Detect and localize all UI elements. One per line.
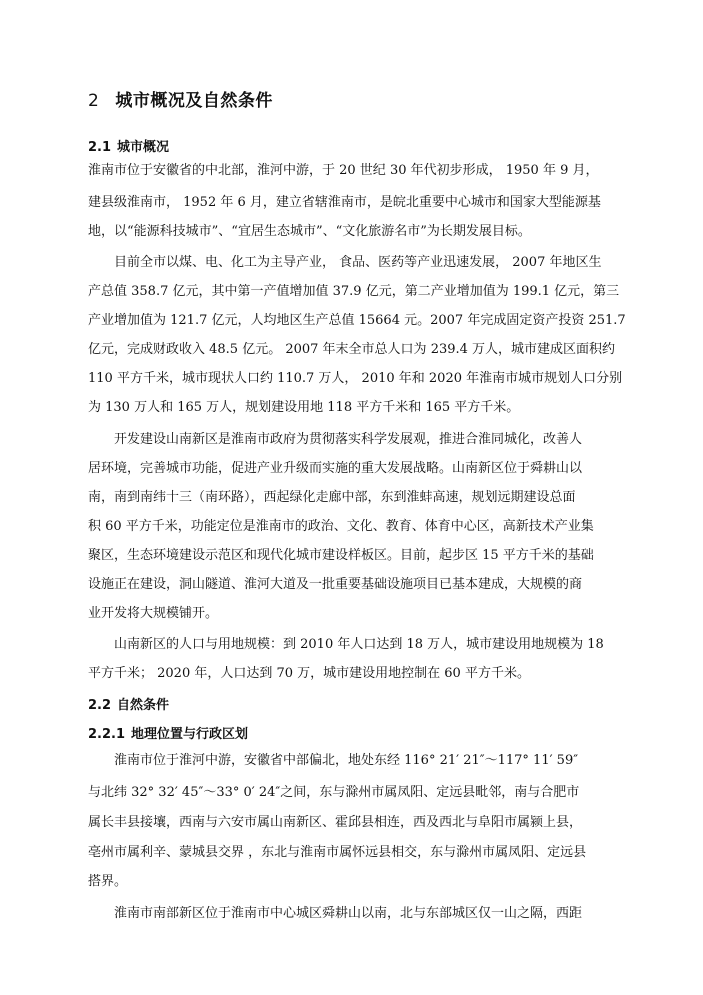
chapter-heading bbox=[88, 86, 273, 111]
paragraph-line: 目前全市以煤、电、化工为主导产业， 食品、医药等产业迅速发展， 2007 年地区生 bbox=[114, 255, 602, 270]
paragraph-line: 山南新区的人口与用地规模：到 2010 年人口达到 18 万人，城市建设用地规模为 18 bbox=[114, 637, 604, 652]
paragraph-line: 业开发将大规模铺开。 bbox=[88, 606, 219, 621]
subsection-title: 地理位置与行政区划 bbox=[131, 727, 249, 742]
paragraph-line: 110 平方千米，城市现状人口约 110.7 万人， 2010 年和 2020 年淮南市城市规划人口分别 bbox=[88, 371, 623, 386]
paragraph-line: 淮南市南部新区位于淮南市中心城区舜耕山以南，北与东部城区仅一山之隔，西距 bbox=[114, 906, 583, 921]
paragraph-line: 聚区，生态环境建设示范区和现代化城市建设样板区。目前，起步区 15 平方千米的基础 bbox=[88, 548, 594, 563]
paragraph-line: 与北纬 32° 32′ 45″～33° 0′ 24″之间，东与滁州市属凤阳、定远县毗邻，南与合肥市 bbox=[88, 785, 580, 800]
paragraph-line: 亳州市属利辛、蒙城县交界 ，东北与淮南市属怀远县相交，东与滁州市属凤阳、定远县 bbox=[88, 845, 587, 860]
paragraph-line: 淮南市位于安徽省的中北部，淮河中游，于 20 世纪 30 年代初步形成， 1950 年 9 月， bbox=[88, 163, 599, 178]
chapter-number: 2 bbox=[88, 91, 100, 111]
section-title: 自然条件 bbox=[117, 698, 170, 713]
paragraph-line: 淮南市位于淮河中游，安徽省中部偏北，地处东经 116° 21′ 21″～117° 11′ 59″ bbox=[114, 753, 579, 768]
paragraph-line: 搭界。 bbox=[88, 874, 128, 889]
section-number: 2.1 bbox=[88, 140, 112, 155]
paragraph-line: 属长丰县接壤，西南与六安市属山南新区、霍邱县相连，西及西北与阜阳市属颍上县， bbox=[88, 815, 583, 830]
section-number: 2.2 bbox=[88, 698, 112, 713]
paragraph-line: 地，以“能源科技城市”、“宜居生态城市”、“文化旅游名市”为长期发展目标。 bbox=[88, 224, 531, 239]
paragraph-line: 亿元，完成财政收入 48.5 亿元。 2007 年末全市总人口为 239.4 万人，城市建成区面积约 bbox=[88, 342, 616, 357]
subsection-heading-2-2-1 bbox=[88, 723, 248, 742]
paragraph-line: 开发建设山南新区是淮南市政府为贯彻落实科学发展观，推进合淮同城化，改善人 bbox=[114, 432, 583, 447]
chapter-title: 城市概况及自然条件 bbox=[115, 91, 273, 111]
paragraph-line: 南，南到南纬十三（南环路），西起绿化走廊中部，东到淮蚌高速，规划远期建设总面 bbox=[88, 490, 576, 505]
section-heading-2-2 bbox=[88, 694, 169, 713]
paragraph-line: 产业增加值为 121.7 亿元，人均地区生产总值 15664 元。2007 年完成固定资产投资 251.7 bbox=[88, 313, 626, 328]
subsection-number: 2.2.1 bbox=[88, 727, 126, 742]
paragraph-line: 平方千米； 2020 年，人口达到 70 万，城市建设用地控制在 60 平方千米。 bbox=[88, 666, 530, 681]
paragraph-line: 积 60 平方千米，功能定位是淮南市的政治、文化、教育、体育中心区，高新技术产业集 bbox=[88, 519, 594, 534]
section-heading-2-1 bbox=[88, 136, 169, 155]
paragraph-line: 建县级淮南市， 1952 年 6 月，建立省辖淮南市，是皖北重要中心城市和国家大型能源基 bbox=[88, 195, 601, 210]
paragraph-line: 居环境，完善城市功能，促进产业升级而实施的重大发展战略。山南新区位于舜耕山以 bbox=[88, 461, 583, 476]
paragraph-line: 产总值 358.7 亿元，其中第一产值增加值 37.9 亿元，第二产业增加值为 199.1 亿元，第三 bbox=[88, 284, 620, 299]
paragraph-line: 设施正在建设，洞山隧道、淮河大道及一批重要基础设施项目已基本建成，大规模的商 bbox=[88, 577, 583, 592]
section-title: 城市概况 bbox=[117, 140, 170, 155]
paragraph-line: 为 130 万人和 165 万人，规划建设用地 118 平方千米和 165 平方千米。 bbox=[88, 400, 520, 415]
